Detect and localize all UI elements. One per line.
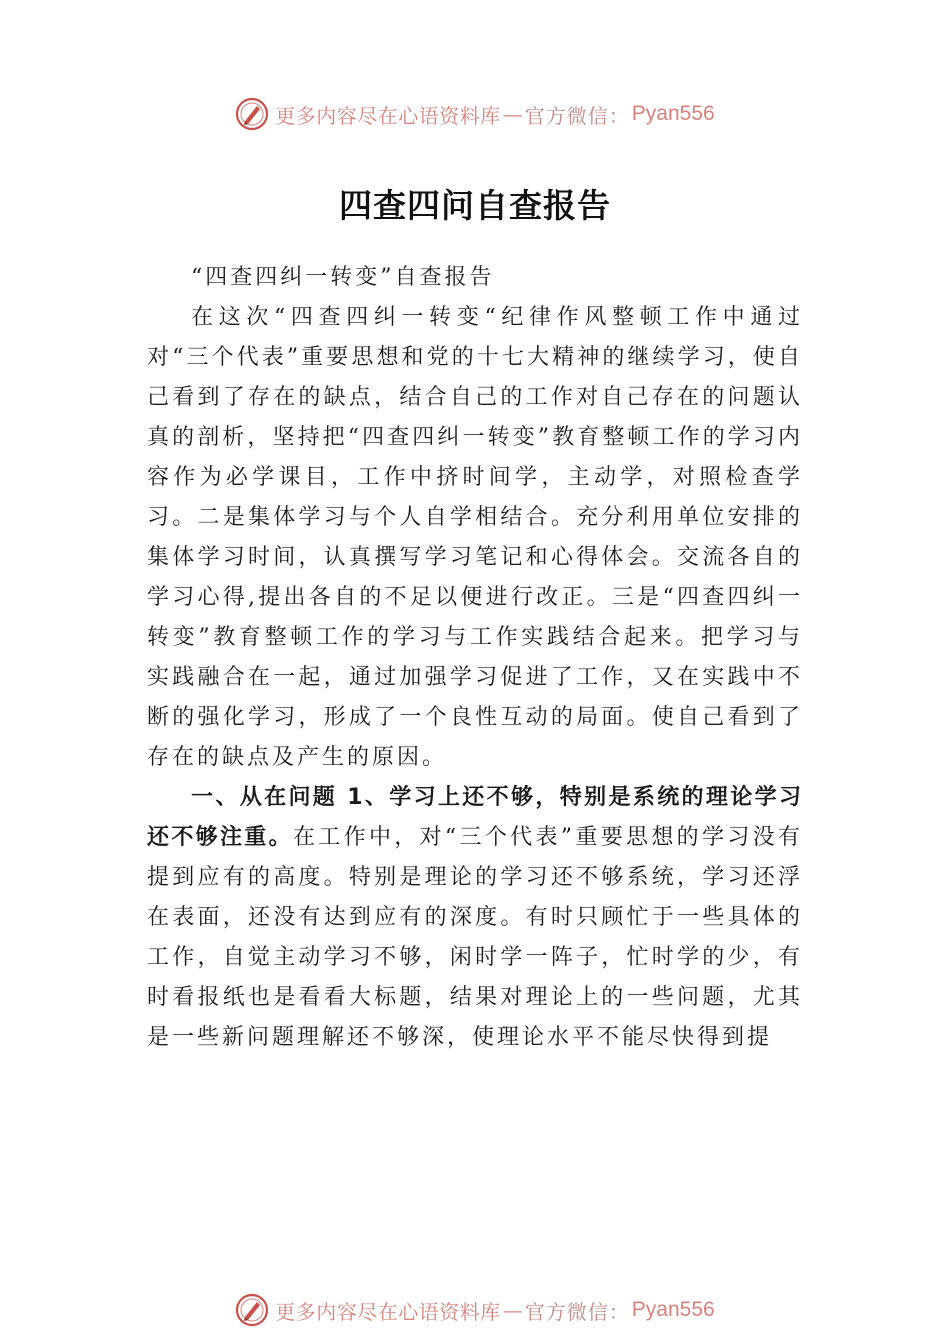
footer-banner: [0, 1290, 950, 1330]
banner-wechat-label: 官方微信：: [524, 103, 630, 128]
document-subtitle: “四查四纠一转变”自查报告: [191, 265, 495, 290]
banner-wechat-id: Pyan556: [631, 102, 715, 125]
banner-brand: 更多内容尽在心语资料库: [275, 1299, 501, 1324]
paragraph-2-text: 在工作中，对“三个代表”重要思想的学习没有提到应有的高度。特别是理论的学习还不够系统，学习还浮在表面，还没有达到应有的深度。有时只顾忙于一些具体的工作，自觉主动学习不够，闲时学一阵子，忙时学的少，有时看报纸也是看看大标题，结果对理论上的一些问题，尤其是一些新问题理解还不够深，使理论水平不能尽快得到提: [147, 825, 803, 1050]
banner-dash: —: [502, 102, 523, 126]
document-title: 四查四问自查报告: [339, 186, 611, 225]
pen-seal-icon: [235, 1293, 269, 1327]
header-banner: [0, 94, 950, 134]
paragraph-2-heading: 一、从在问题 1、学习上还不够，特别是系统的理论学习还不够注重。: [147, 785, 803, 850]
banner-brand: 更多内容尽在心语资料库: [275, 103, 501, 128]
pen-seal-icon: [235, 97, 269, 131]
banner-wechat-id: Pyan556: [631, 1298, 715, 1321]
banner-dash: —: [502, 1298, 523, 1322]
banner-wechat-label: 官方微信：: [524, 1299, 630, 1324]
paragraph-2: [147, 778, 803, 1058]
document-body: [147, 258, 803, 1058]
paragraph-1: 在这次“四查四纠一转变“纪律作风整顿工作中通过对“三个代表”重要思想和党的十七大精神的继续学习，使自己看到了存在的缺点，结合自己的工作对自己存在的问题认真的剖析，坚持把“四查四纠一转变”教育整顿工作的学习内容作为必学课目，工作中挤时间学，主动学，对照检查学习。二是集体学习与个人自学相结合。充分利用单位安排的集体学习时间，认真撰写学习笔记和心得体会。交流各自的学习心得,提出各自的不足以便进行改正。三是“四查四纠一转变”教育整顿工作的学习与工作实践结合起来。把学习与实践融合在一起，通过加强学习促进了工作，又在实践中不断的强化学习，形成了一个良性互动的局面。使自己看到了存在的缺点及产生的原因。: [147, 305, 803, 770]
